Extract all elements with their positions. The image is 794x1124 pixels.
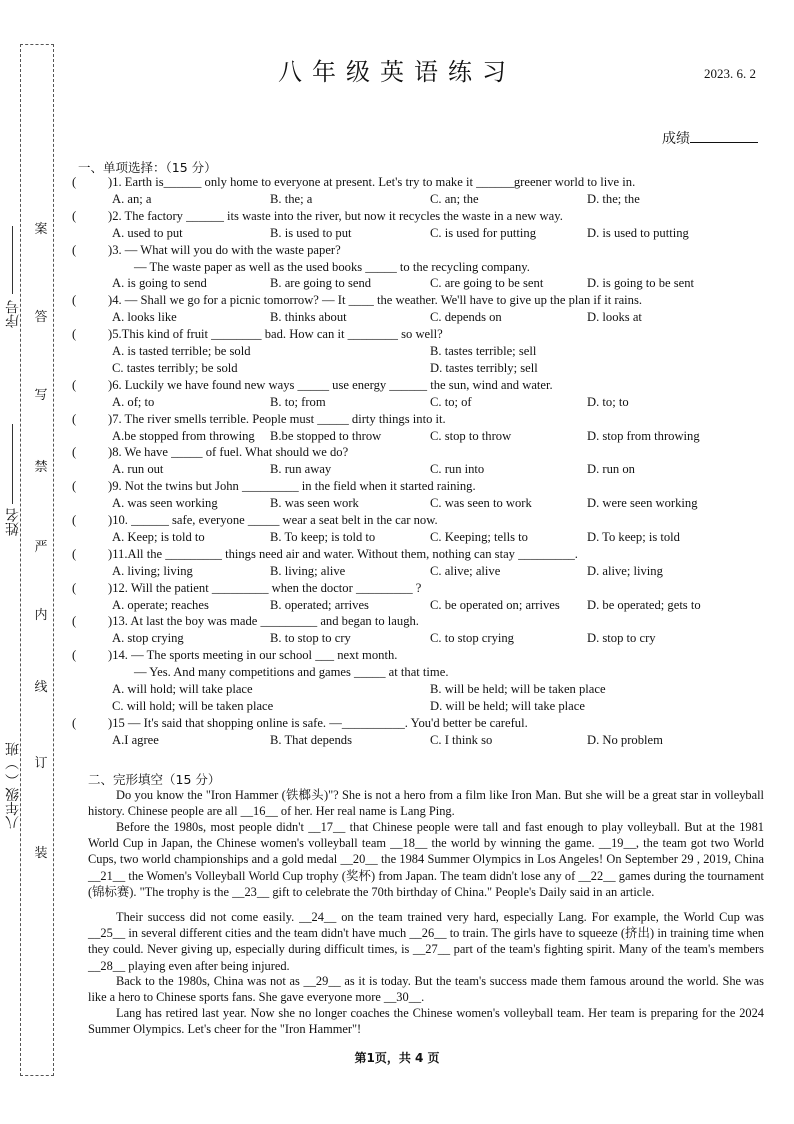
option-c: C. stop to throw xyxy=(430,428,512,443)
name-blank xyxy=(12,424,13,504)
option-d: D. run on xyxy=(587,462,635,477)
option-d: D. looks at xyxy=(587,310,642,325)
option-c: C. alive; alive xyxy=(430,563,501,578)
cloze-paragraph-3: Their success did not come easily. __24__ on the team trained very hard, especially Lang. For example, the World Cup was __25__ in several different cities and the team didn't have much __26__ to train. The girls have to squeeze (挤出) in training time when they could. Never giving up, especially during difficult times, is __27__ part of the team's fighting spirit. Many of the team's members __28__ playing even after being injured. xyxy=(88,910,764,973)
option-d: D. tastes terribly; sell xyxy=(430,360,538,375)
option-c: C. an; the xyxy=(430,191,479,206)
xuhao-label: 序号 xyxy=(6,300,21,328)
option-d: D. alive; living xyxy=(587,563,663,578)
answer-paren: ( xyxy=(72,715,77,730)
option-a: A. operate; reaches xyxy=(112,597,209,612)
option-c: C. are going to be sent xyxy=(430,276,544,291)
question-stem: )13. At last the boy was made _________ and began to laugh. xyxy=(108,614,419,629)
option-a: A. was seen working xyxy=(112,496,218,511)
answer-paren: ( xyxy=(72,614,77,629)
option-c: C. Keeping; tells to xyxy=(430,529,528,544)
class-label: 八年级（ ）班 xyxy=(6,742,21,830)
option-b: B. the; a xyxy=(270,191,313,206)
question-stem: )14. — The sports meeting in our school ___ next month. xyxy=(108,648,398,663)
page-footer: 第1页，共 4 页 xyxy=(354,1051,440,1065)
question-stem: )15 — It's said that shopping online is safe. —__________. You'd better be careful. xyxy=(108,715,528,730)
option-d: D. is going to be sent xyxy=(587,276,695,291)
binding-margin xyxy=(20,44,54,1076)
cloze-paragraph-1: Do you know the "Iron Hammer (铁榔头)"? She is not a hero from a film like Iron Man. But she will be a great star in volleyball history. Chinese people are all __16__ of her. Her real name is Lang Ping. xyxy=(88,788,764,819)
option-c: C. will hold; will be taken place xyxy=(112,698,274,713)
seal-char-4: 禁 xyxy=(34,459,48,474)
name-label: 姓名 xyxy=(6,508,21,536)
option-c: C. is used for putting xyxy=(430,225,536,240)
score-label: 成绩 xyxy=(662,132,690,147)
option-b: B. are going to send xyxy=(270,276,372,291)
answer-paren: ( xyxy=(72,293,77,308)
option-a: A. run out xyxy=(112,462,164,477)
option-b: B. run away xyxy=(270,462,332,477)
question-stem-line2: — Yes. And many competitions and games _____ at that time. xyxy=(134,665,449,680)
question-stem: )8. We have _____ of fuel. What should we do? xyxy=(108,445,349,460)
option-d: D. were seen working xyxy=(587,496,698,511)
answer-paren: ( xyxy=(72,327,77,342)
option-b: B. was seen work xyxy=(270,496,359,511)
question-stem: )9. Not the twins but John _________ in the field when it started raining. xyxy=(108,479,476,494)
seal-char-8: 订 xyxy=(34,755,48,770)
question-stem: )11.All the _________ things need air and water. Without them, nothing can stay _________. xyxy=(108,546,578,561)
xuhao-blank xyxy=(12,226,13,294)
option-b: B. is used to put xyxy=(270,225,352,240)
seal-char-6: 内 xyxy=(34,607,48,622)
option-a: A.be stopped from throwing xyxy=(112,428,255,443)
seal-char-2: 答 xyxy=(34,309,48,324)
option-c: C. tastes terribly; be sold xyxy=(112,360,238,375)
option-d: D. is used to putting xyxy=(587,225,689,240)
answer-paren: ( xyxy=(72,208,77,223)
question-stem: )6. Luckily we have found new ways _____ use energy ______ the sun, wind and water. xyxy=(108,377,553,392)
option-d: D. be operated; gets to xyxy=(587,597,701,612)
option-a: A. used to put xyxy=(112,225,183,240)
question-stem: )10. ______ safe, everyone _____ wear a seat belt in the car now. xyxy=(108,513,438,527)
option-a: A. stop crying xyxy=(112,631,184,646)
seal-char-1: 案 xyxy=(34,221,48,236)
answer-paren: ( xyxy=(72,242,77,257)
option-b: B. To keep; is told to xyxy=(270,529,376,544)
answer-paren: ( xyxy=(72,445,77,460)
answer-paren: ( xyxy=(72,479,77,494)
option-c: C. was seen to work xyxy=(430,496,532,511)
option-b: B. to stop to cry xyxy=(270,631,351,646)
question-stem: )12. Will the patient _________ when the doctor _________ ? xyxy=(108,580,422,595)
question-stem: )2. The factory ______ its waste into the river, but now it recycles the waste in a new way. xyxy=(108,208,563,223)
answer-paren: ( xyxy=(72,175,77,189)
answer-paren: ( xyxy=(72,377,77,392)
score-blank xyxy=(690,129,758,143)
option-a: A. an; a xyxy=(112,191,152,206)
option-c: C. to; of xyxy=(430,394,472,409)
option-b: B. to; from xyxy=(270,394,326,409)
question-stem: )7. The river smells terrible. People must _____ dirty things into it. xyxy=(108,411,446,426)
option-a: A. Keep; is told to xyxy=(112,529,205,544)
score-field xyxy=(662,128,758,148)
option-d: D. stop from throwing xyxy=(587,428,700,443)
answer-paren: ( xyxy=(72,411,77,426)
option-a: A. of; to xyxy=(112,394,155,409)
option-b: B. living; alive xyxy=(270,563,346,578)
option-d: D. stop to cry xyxy=(587,631,656,646)
section2-heading: 二、完形填空（15 分） xyxy=(88,772,221,787)
option-c: C. to stop crying xyxy=(430,631,514,646)
answer-paren: ( xyxy=(72,546,77,561)
option-b: B. thinks about xyxy=(270,310,347,325)
option-b: B.be stopped to throw xyxy=(270,428,382,443)
option-d: D. to; to xyxy=(587,394,629,409)
page-title: 八年级英语练习 xyxy=(278,58,516,86)
option-a: A. looks like xyxy=(112,310,177,325)
answer-paren: ( xyxy=(72,648,77,663)
question-stem: )1. Earth is______ only home to everyone at present. Let's try to make it ______greener world to live in. xyxy=(108,175,636,189)
cloze-paragraph-5: Lang has retired last year. Now she no longer coaches the Chinese women's volleyball team. Her team is preparing for the 2024 Summer Olympics. Let's cheer for the "Iron Hammer"! xyxy=(88,1006,764,1037)
option-d: D. No problem xyxy=(587,732,663,747)
option-b: B. operated; arrives xyxy=(270,597,369,612)
option-c: C. I think so xyxy=(430,732,493,747)
option-c: C. be operated on; arrives xyxy=(430,597,560,612)
option-b: B. tastes terrible; sell xyxy=(430,344,537,358)
cloze-paragraph-4: Back to the 1980s, China was not as __29__ as it is today. But the team's success made them famous around the world. She was like a hero to Chinese sports fans. She gave everyone more __30__. xyxy=(88,974,764,1005)
option-b: B. That depends xyxy=(270,732,352,747)
question-stem: )3. — What will you do with the waste paper? xyxy=(108,242,341,257)
option-a: A. living; living xyxy=(112,563,193,578)
seal-char-3: 写 xyxy=(34,387,48,402)
option-c: C. run into xyxy=(430,462,485,477)
question-stem: )4. — Shall we go for a picnic tomorrow? — It ____ the weather. We'll have to give up the plan if it rains. xyxy=(108,293,643,308)
question-stem: )5.This kind of fruit ________ bad. How can it ________ so well? xyxy=(108,327,443,342)
option-c: C. depends on xyxy=(430,310,502,325)
section1-heading: 一、单项选择：（15 分） xyxy=(78,160,217,175)
option-d: D. the; the xyxy=(587,191,640,206)
seal-char-7: 线 xyxy=(34,679,48,694)
cloze-paragraph-2: Before the 1980s, most people didn't __17__ that Chinese people were tall and fast enough to play volleyball. But at the 1981 World Cup in Japan, the Chinese women's volleyball team __18__ the world by winning the game. __19__, the team got two World Cups, two world championships and a gold medal __20__ the 1984 Summer Olympics in Los Angeles! On September 29 , 2019, China __21__ the Women's Volleyball World Cup trophy (奖杯) from Japan. The team didn't lose any of __22__ games during the tournament (锦标赛). "The trophy is the __23__ gift to celebrate the 70th birthday of China." People's Daily said in an article. xyxy=(88,820,764,899)
option-a: A.I agree xyxy=(112,732,159,747)
answer-paren: ( xyxy=(72,580,77,595)
option-a: A. is tasted terrible; be sold xyxy=(112,344,251,358)
option-a: A. will hold; will take place xyxy=(112,682,253,696)
option-b: B. will be held; will be taken place xyxy=(430,682,606,696)
answer-paren: ( xyxy=(72,513,77,527)
option-d: D. To keep; is told xyxy=(587,529,680,544)
question-stem-line2: — The waste paper as well as the used books _____ to the recycling company. xyxy=(134,259,530,274)
option-d: D. will be held; will take place xyxy=(430,698,585,713)
seal-char-5: 严 xyxy=(34,539,48,554)
seal-char-9: 装 xyxy=(34,845,48,860)
exam-date: 2023. 6. 2 xyxy=(704,66,756,81)
option-a: A. is going to send xyxy=(112,276,207,291)
